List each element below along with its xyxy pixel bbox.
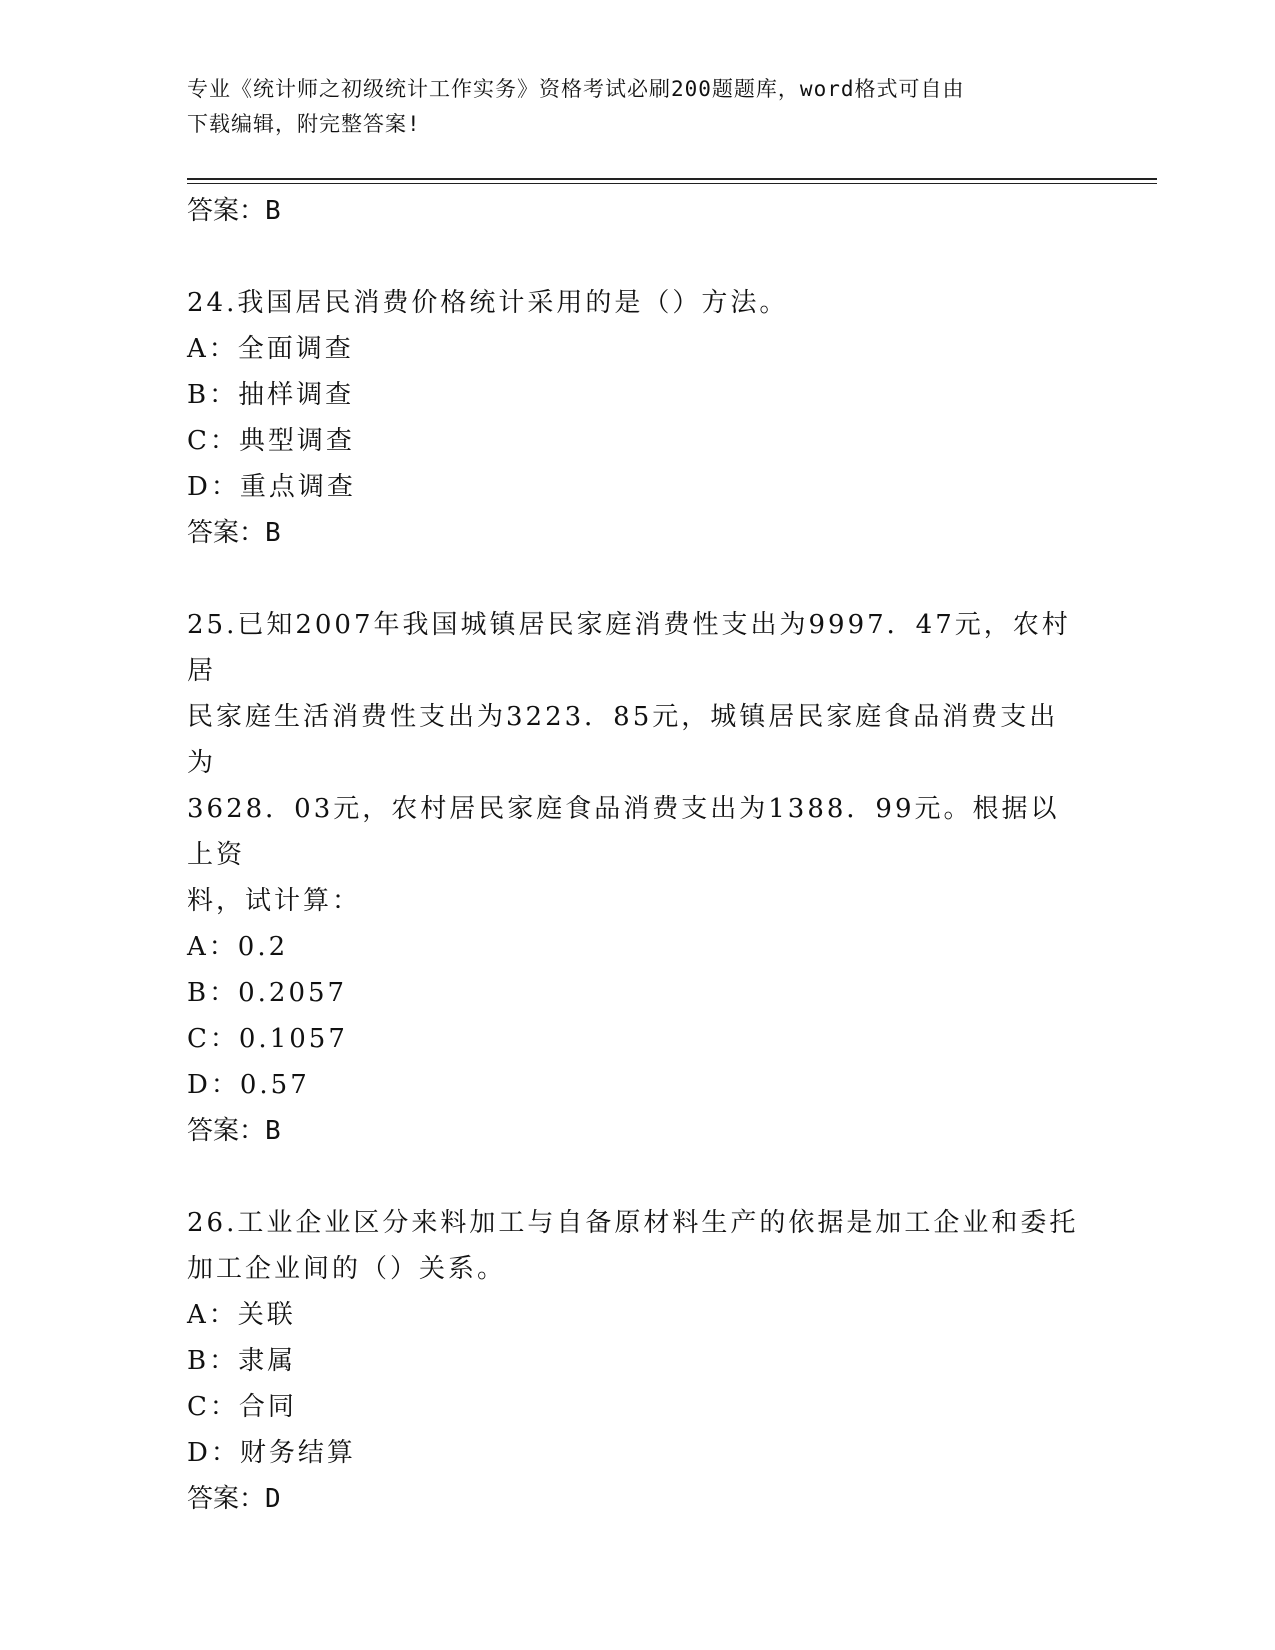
previous-answer: 答案：B (187, 196, 281, 226)
question-25-option-a: A：0.2 (187, 932, 289, 962)
question-25 (187, 602, 1087, 1154)
document-header (187, 72, 1067, 142)
question-25-answer: 答案：B (187, 1116, 281, 1146)
question-26-option-b: B：隶属 (187, 1346, 297, 1376)
question-26-answer: 答案：D (187, 1484, 281, 1514)
question-26-option-d: D：财务结算 (187, 1438, 356, 1468)
question-26-option-a: A：关联 (187, 1300, 296, 1330)
question-24-option-c: C：典型调查 (187, 426, 355, 456)
question-list (187, 188, 1087, 1522)
question-25-option-d: D：0.57 (187, 1070, 310, 1100)
question-25-text-line-1: 25.已知2007年我国城镇居民家庭消费性支出为9997．47元，农村居 (187, 610, 1071, 686)
question-26 (187, 1200, 1087, 1522)
question-25-text-line-4: 料，试计算： (187, 886, 362, 916)
question-24-option-a: A：全面调查 (187, 334, 354, 364)
question-24-answer: 答案：B (187, 518, 281, 548)
question-25-option-c: C：0.1057 (187, 1024, 348, 1054)
question-26-option-c: C：合同 (187, 1392, 297, 1422)
question-25-text-line-2: 民家庭生活消费性支出为3223．85元，城镇居民家庭食品消费支出为 (187, 702, 1059, 778)
question-26-text-line-2: 加工企业间的（）关系。 (187, 1254, 507, 1284)
question-25-text-line-3: 3628．03元，农村居民家庭食品消费支出为1388．99元。根据以上资 (187, 794, 1060, 870)
question-25-option-b: B：0.2057 (187, 978, 348, 1008)
question-24-text: 24.我国居民消费价格统计采用的是（）方法。 (187, 288, 789, 318)
question-24-option-b: B：抽样调查 (187, 380, 355, 410)
header-divider-thick (187, 178, 1157, 180)
header-divider-thin (187, 183, 1157, 184)
header-line-2: 下载编辑，附完整答案! (187, 112, 421, 136)
question-26-text-line-1: 26.工业企业区分来料加工与自备原材料生产的依据是加工企业和委托 (187, 1208, 1079, 1238)
header-line-1: 专业《统计师之初级统计工作实务》资格考试必刷200题题库，word格式可自由 (187, 77, 965, 101)
question-24 (187, 280, 1087, 556)
question-24-option-d: D：重点调查 (187, 472, 356, 502)
